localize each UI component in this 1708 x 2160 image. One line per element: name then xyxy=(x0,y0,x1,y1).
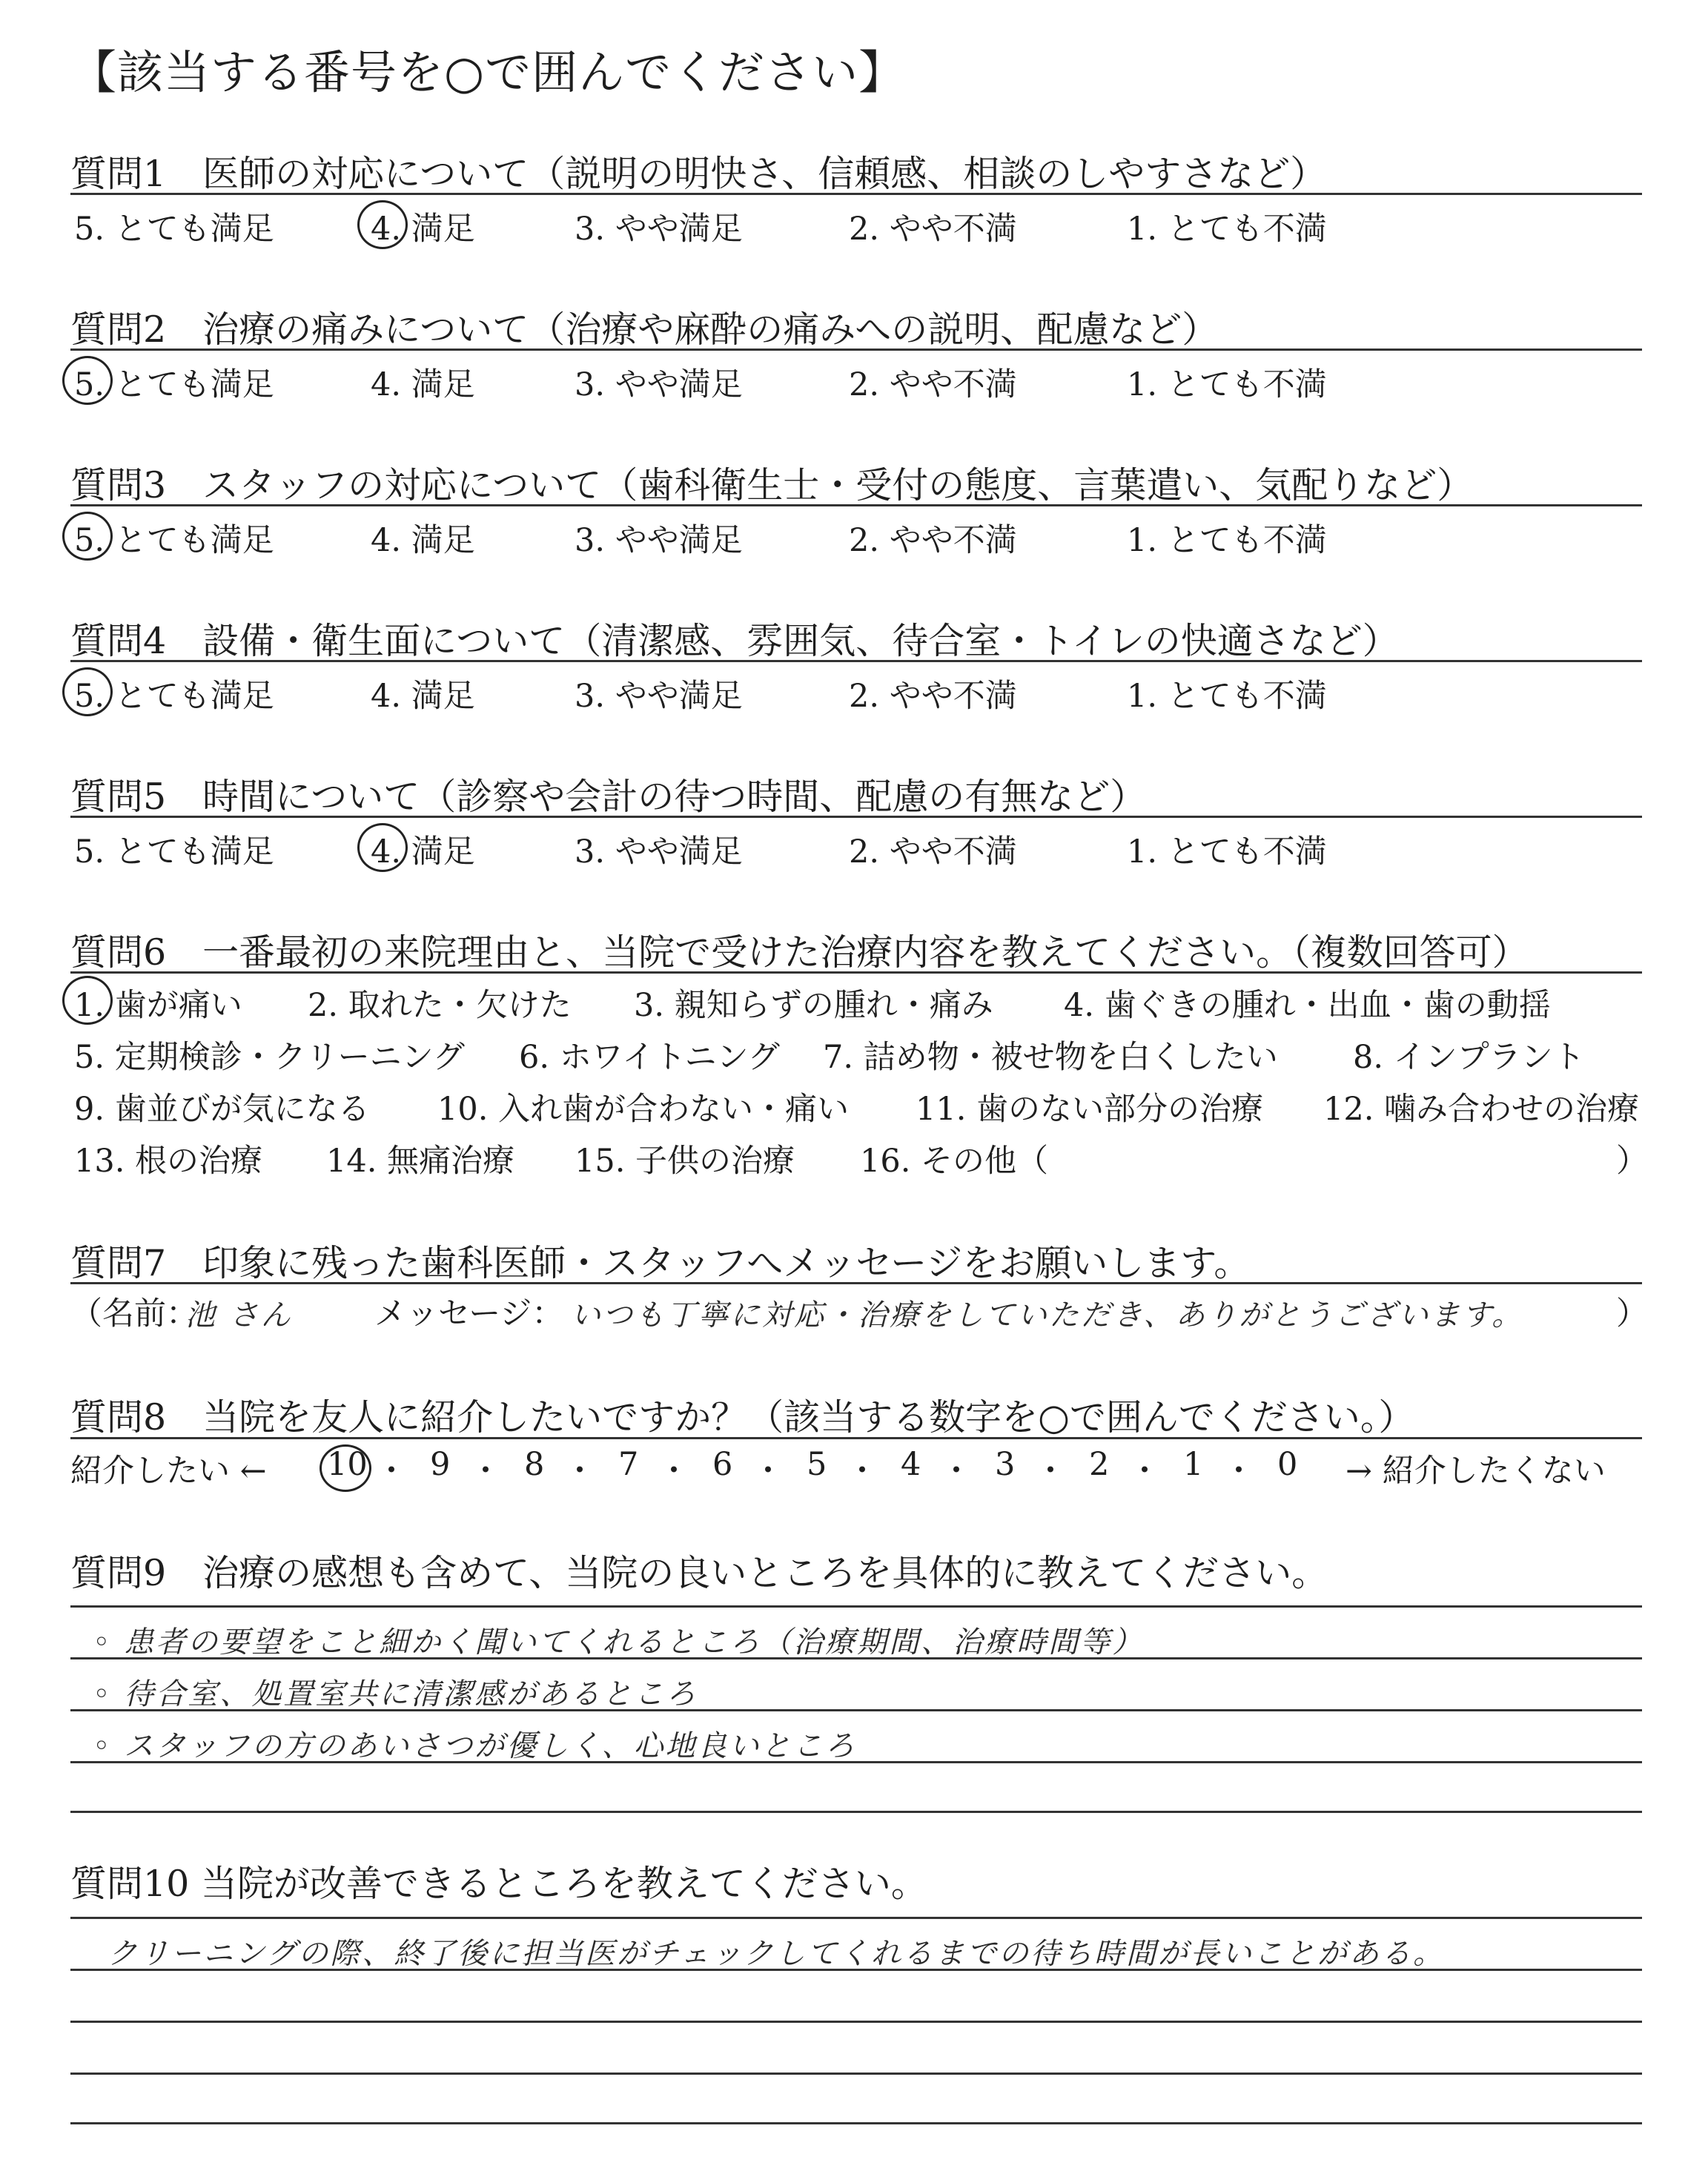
q4-option-5[interactable]: 5. とても満足 xyxy=(74,678,274,715)
q6-option-16[interactable]: 16. その他（ xyxy=(860,1143,1049,1180)
q2-option-2[interactable]: 2. やや不満 xyxy=(849,366,1017,403)
scale-number-9[interactable]: 9 xyxy=(430,1446,451,1483)
q1-option-4[interactable]: 4. 満足 xyxy=(371,211,475,248)
q6-option-8[interactable]: 8. インプラント xyxy=(1353,1039,1585,1076)
q3-option-3[interactable]: 3. やや満足 xyxy=(575,522,743,559)
answer-line xyxy=(70,1811,1642,1813)
q6-option-11[interactable]: 11. 歯のない部分の治療 xyxy=(916,1091,1264,1128)
scale-number-10[interactable]: 10 xyxy=(327,1446,368,1483)
question-9: 質問9 治療の感想も含めて、当院の良いところを具体的に教えてください。 xyxy=(70,1552,1328,1594)
scale-number-2[interactable]: 2 xyxy=(1089,1446,1110,1483)
q10-answer-1[interactable]: クリーニングの際、終了後に担当医がチェックしてくれるまでの待ち時間が長いことがある。 xyxy=(107,1937,1445,1971)
scale-number-1[interactable]: 1 xyxy=(1183,1446,1204,1483)
q6-option-7[interactable]: 7. 詰め物・被せ物を白くしたい xyxy=(823,1039,1278,1076)
scale-number-3[interactable]: 3 xyxy=(995,1446,1016,1483)
q3-option-5[interactable]: 5. とても満足 xyxy=(74,522,274,559)
q5-option-1[interactable]: 1. とても不満 xyxy=(1127,833,1327,871)
divider xyxy=(70,1437,1642,1439)
q3-option-4[interactable]: 4. 満足 xyxy=(371,522,475,559)
question-3: 質問3 スタッフの対応について（歯科衛生士・受付の態度、言葉遣い、気配りなど） xyxy=(70,464,1474,506)
close-paren: ） xyxy=(1616,1143,1648,1180)
q6-option-15[interactable]: 15. 子供の治療 xyxy=(575,1143,795,1180)
divider xyxy=(70,193,1642,195)
q6-option-2[interactable]: 2. 取れた・欠けた xyxy=(308,987,572,1024)
q6-option-12[interactable]: 12. 噛み合わせの治療 xyxy=(1323,1091,1640,1128)
name-label: （名前： xyxy=(70,1295,198,1332)
selected-circle-mark xyxy=(357,823,408,872)
q6-option-14[interactable]: 14. 無痛治療 xyxy=(326,1143,515,1180)
question-5: 質問5 時間について（診察や会計の待つ時間、配慮の有無など） xyxy=(70,776,1147,818)
q6-option-3[interactable]: 3. 親知らずの腫れ・痛み xyxy=(634,987,993,1024)
selected-circle-mark xyxy=(62,976,113,1025)
form-title: 【該当する番号を○で囲んでください】 xyxy=(70,45,906,99)
question-4: 質問4 設備・衛生面について（清潔感、雰囲気、待合室・トイレの快適さなど） xyxy=(70,620,1399,662)
q6-option-9[interactable]: 9. 歯並びが気になる xyxy=(74,1091,370,1128)
q9-answer-3[interactable]: ◦ スタッフの方のあいさつが優しく、心地良いところ xyxy=(93,1729,857,1763)
scale-number-6[interactable]: 6 xyxy=(712,1446,733,1483)
answer-line xyxy=(70,1605,1642,1608)
question-6: 質問6 一番最初の来院理由と、当院で受けた治療内容を教えてください。（複数回答可） xyxy=(70,931,1529,974)
selected-circle-mark xyxy=(357,200,408,249)
divider xyxy=(70,816,1642,818)
q3-option-2[interactable]: 2. やや不満 xyxy=(849,522,1017,559)
scale-separator: ・ xyxy=(469,1453,502,1490)
answer-line xyxy=(70,1917,1642,1919)
scale-left-label: 紹介したい ← xyxy=(70,1453,267,1490)
q2-option-3[interactable]: 3. やや満足 xyxy=(575,366,743,403)
scale-right-label: → 紹介したくない xyxy=(1345,1453,1606,1490)
q6-option-1[interactable]: 1. 歯が痛い xyxy=(74,987,242,1024)
question-2: 質問2 治療の痛みについて（治療や麻酔の痛みへの説明、配慮など） xyxy=(70,308,1219,351)
selected-circle-mark xyxy=(62,356,113,405)
scale-number-0[interactable]: 0 xyxy=(1277,1446,1298,1483)
answer-line xyxy=(70,2021,1642,2023)
name-handwritten[interactable]: 池 さん xyxy=(185,1298,293,1332)
question-10: 質問10 当院が改善できるところを教えてください。 xyxy=(70,1863,927,1905)
scale-separator: ・ xyxy=(940,1453,973,1490)
q6-option-4[interactable]: 4. 歯ぐきの腫れ・出血・歯の動揺 xyxy=(1064,987,1551,1024)
question-7: 質問7 印象に残った歯科医師・スタッフへメッセージをお願いします。 xyxy=(70,1242,1251,1284)
q1-option-3[interactable]: 3. やや満足 xyxy=(575,211,743,248)
q1-option-2[interactable]: 2. やや不満 xyxy=(849,211,1017,248)
scale-number-8[interactable]: 8 xyxy=(524,1446,545,1483)
q1-option-1[interactable]: 1. とても不満 xyxy=(1127,211,1327,248)
message-label: メッセージ： xyxy=(374,1295,564,1332)
message-handwritten[interactable]: いつも丁寧に対応・治療をしていただき、ありがとうございます。 xyxy=(571,1298,1524,1332)
question-8: 質問8 当院を友人に紹介したいですか？（該当する数字を○で囲んでください。） xyxy=(70,1396,1415,1439)
q2-option-1[interactable]: 1. とても不満 xyxy=(1127,366,1327,403)
question-1: 質問1 医師の対応について（説明の明快さ、信頼感、相談のしやすさなど） xyxy=(70,153,1327,195)
scale-separator: ・ xyxy=(1034,1453,1067,1490)
q5-option-2[interactable]: 2. やや不満 xyxy=(849,833,1017,871)
scale-number-5[interactable]: 5 xyxy=(807,1446,827,1483)
scale-separator: ・ xyxy=(846,1453,878,1490)
q6-option-5[interactable]: 5. 定期検診・クリーニング xyxy=(74,1039,465,1076)
scale-separator: ・ xyxy=(752,1453,784,1490)
q5-option-3[interactable]: 3. やや満足 xyxy=(575,833,743,871)
q2-option-4[interactable]: 4. 満足 xyxy=(371,366,475,403)
divider xyxy=(70,660,1642,662)
scale-separator: ・ xyxy=(375,1453,408,1490)
scale-separator: ・ xyxy=(1222,1453,1255,1490)
q1-option-5[interactable]: 5. とても満足 xyxy=(74,211,274,248)
q6-option-6[interactable]: 6. ホワイトニング xyxy=(519,1039,780,1076)
divider xyxy=(70,349,1642,351)
selected-circle-mark xyxy=(62,512,113,561)
scale-separator: ・ xyxy=(658,1453,690,1490)
scale-number-7[interactable]: 7 xyxy=(618,1446,639,1483)
selected-circle-mark xyxy=(320,1444,371,1492)
q4-option-4[interactable]: 4. 満足 xyxy=(371,678,475,715)
q2-option-5[interactable]: 5. とても満足 xyxy=(74,366,274,403)
divider xyxy=(70,971,1642,974)
divider xyxy=(70,504,1642,506)
q4-option-2[interactable]: 2. やや不満 xyxy=(849,678,1017,715)
q6-option-10[interactable]: 10. 入れ歯が合わない・痛い xyxy=(437,1091,850,1128)
answer-line xyxy=(70,2122,1642,2124)
q9-answer-2[interactable]: ◦ 待合室、処置室共に清潔感があるところ xyxy=(93,1677,698,1711)
scale-separator: ・ xyxy=(563,1453,596,1490)
scale-separator: ・ xyxy=(1128,1453,1161,1490)
q5-option-4[interactable]: 4. 満足 xyxy=(371,833,475,871)
q6-option-13[interactable]: 13. 根の治療 xyxy=(74,1143,263,1180)
q4-option-3[interactable]: 3. やや満足 xyxy=(575,678,743,715)
selected-circle-mark xyxy=(62,667,113,716)
close-paren: ） xyxy=(1616,1295,1648,1332)
q4-option-1[interactable]: 1. とても不満 xyxy=(1127,678,1327,715)
scale-number-4[interactable]: 4 xyxy=(901,1446,921,1483)
answer-line xyxy=(70,2073,1642,2075)
q5-option-5[interactable]: 5. とても満足 xyxy=(74,833,274,871)
q3-option-1[interactable]: 1. とても不満 xyxy=(1127,522,1327,559)
divider xyxy=(70,1282,1642,1284)
q9-answer-1[interactable]: ◦ 患者の要望をこと細かく聞いてくれるところ（治療期間、治療時間等） xyxy=(93,1625,1145,1659)
